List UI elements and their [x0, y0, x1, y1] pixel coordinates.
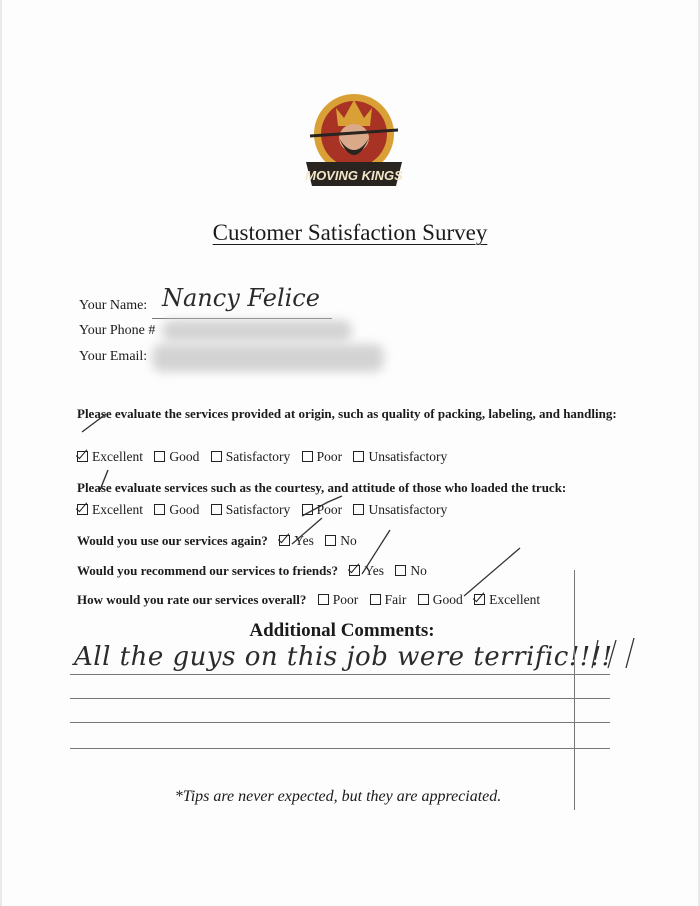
q1-option-unsatisfactory: Unsatisfactory [368, 449, 448, 464]
survey-title: Customer Satisfaction Survey [212, 220, 488, 245]
checkbox-q2-excellent[interactable] [77, 504, 88, 515]
q1-option-excellent: Excellent [92, 449, 143, 464]
q3-option-no: No [340, 533, 357, 548]
comments-heading: Additional Comments: [249, 620, 435, 641]
checkbox-q1-unsatisfactory[interactable] [353, 451, 364, 462]
checkbox-q5-good[interactable] [418, 594, 429, 605]
q2-option-good: Good [169, 502, 200, 517]
q4-option-yes: Yes [364, 563, 384, 578]
q5-option-fair: Fair [384, 592, 407, 607]
comment-handwritten-text: All the guys on this job were terrific!!!! [74, 642, 613, 672]
comment-line-4 [70, 748, 610, 749]
q4-option-no: No [410, 563, 427, 578]
q5-option-excellent: Excellent [489, 592, 541, 607]
question-4-row [77, 563, 427, 579]
phone-label: Your Phone # [79, 323, 156, 338]
moving-kings-logo [302, 86, 406, 190]
checkbox-q4-yes[interactable] [349, 565, 360, 576]
checkbox-q2-satisfactory[interactable] [211, 504, 222, 515]
checkbox-q1-excellent[interactable] [77, 451, 88, 462]
comment-line-1 [70, 674, 610, 675]
checkbox-q1-good[interactable] [154, 451, 165, 462]
checkbox-q3-no[interactable] [325, 535, 336, 546]
question-5-row [77, 592, 540, 608]
q2-option-satisfactory: Satisfactory [225, 502, 291, 517]
checkbox-q1-poor[interactable] [302, 451, 313, 462]
comment-line-3 [70, 722, 610, 723]
question-5-text: How would you rate our services overall? [77, 592, 307, 607]
q5-option-good: Good [432, 592, 463, 607]
q2-option-poor: Poor [316, 502, 343, 517]
question-3-row [77, 533, 357, 549]
question-2-options [77, 502, 447, 518]
q3-option-yes: Yes [294, 533, 314, 548]
q2-option-excellent: Excellent [92, 502, 143, 517]
name-label: Your Name: [79, 298, 148, 313]
q5-option-poor: Poor [332, 592, 359, 607]
name-handwritten-value: Nancy Felice [162, 284, 320, 312]
email-redacted [152, 344, 384, 372]
question-1-options [77, 449, 447, 465]
margin-vertical-line [574, 570, 575, 810]
q2-option-unsatisfactory: Unsatisfactory [368, 502, 448, 517]
checkbox-q3-yes[interactable] [279, 535, 290, 546]
question-2-text: Please evaluate services such as the courtesy, and attitude of those who loaded the truck: [77, 480, 567, 495]
question-4-text: Would you recommend our services to friends? [77, 563, 338, 578]
q1-option-poor: Poor [316, 449, 343, 464]
tips-footer-note: *Tips are never expected, but they are appreciated. [174, 788, 502, 805]
comment-line-2 [70, 698, 610, 699]
q1-option-good: Good [169, 449, 200, 464]
pen-stroke-q5 [464, 548, 520, 596]
checkbox-q5-poor[interactable] [318, 594, 329, 605]
question-3-text: Would you use our services again? [77, 533, 268, 548]
checkbox-q5-excellent[interactable] [474, 594, 485, 605]
q1-option-satisfactory: Satisfactory [225, 449, 291, 464]
king-face [339, 124, 369, 152]
checkbox-q1-satisfactory[interactable] [211, 451, 222, 462]
email-label: Your Email: [79, 349, 148, 364]
phone-redacted [162, 320, 352, 342]
name-underline [152, 318, 332, 319]
checkbox-q4-no[interactable] [395, 565, 406, 576]
checkbox-q5-fair[interactable] [370, 594, 381, 605]
survey-page [2, 0, 698, 906]
logo-brand-text: MOVING KINGS [305, 168, 403, 183]
checkbox-q2-good[interactable] [154, 504, 165, 515]
checkbox-q2-poor[interactable] [302, 504, 313, 515]
question-1-text: Please evaluate the services provided at origin, such as quality of packing, labeling, and handling: [77, 406, 617, 421]
checkbox-q2-unsatisfactory[interactable] [353, 504, 364, 515]
